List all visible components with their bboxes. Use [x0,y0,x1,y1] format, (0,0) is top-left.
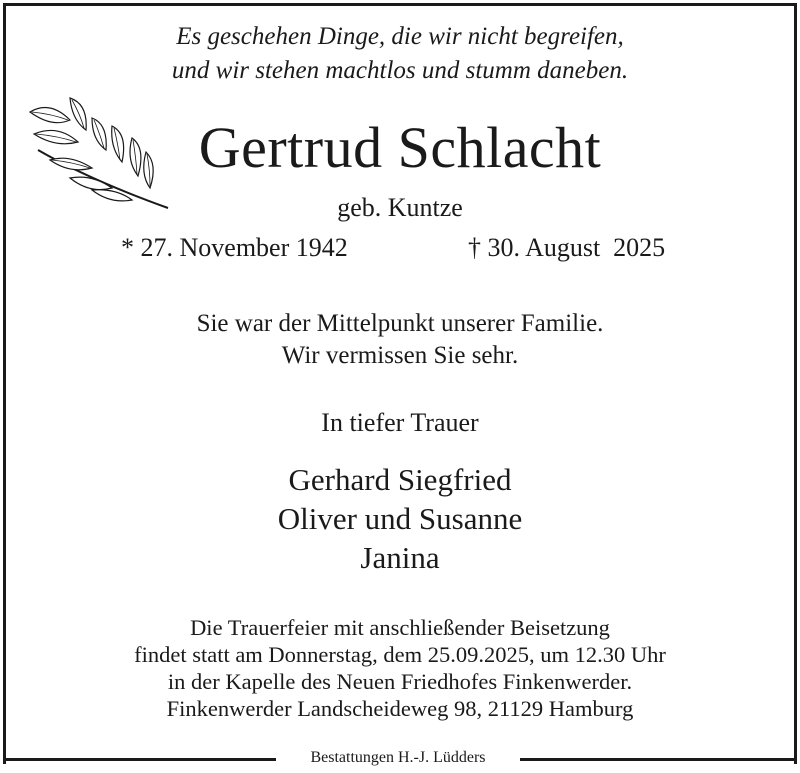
family-member: Gerhard Siegfried [288,462,512,497]
family-member: Oliver und Susanne [277,501,523,536]
bottom-border-left [3,758,276,761]
death-date: † 30. August 2025 [468,233,666,262]
service-line-2: findet statt am Donnerstag, dem 25.09.2025, um 12.30 Uhr [134,642,666,667]
funeral-home-footer: Bestattungen H.-J. Lüdders [276,746,520,770]
tribute-line-1: Sie war der Mittelpunkt unserer Familie. [196,310,604,337]
family-list [0,460,800,577]
motto [0,20,800,88]
birth-date: * 27. November 1942 [121,233,348,262]
service-details [0,614,800,722]
mourning-phrase: In tiefer Trauer [321,408,479,437]
service-line-1: Die Trauerfeier mit anschließender Beisetzung [190,615,610,640]
family-member: Janina [360,540,440,575]
service-line-4: Finkenwerder Landscheideweg 98, 21129 Hamburg [166,696,634,721]
tribute-text [0,308,800,372]
service-line-3: in der Kapelle des Neuen Friedhofes Finkenwerder. [167,669,633,694]
maiden-name: geb. Kuntze [337,193,463,222]
bottom-border-right [520,758,794,761]
tribute-line-2: Wir vermissen Sie sehr. [281,342,519,369]
motto-line-2: und wir stehen machtlos und stumm daneben. [171,57,629,84]
motto-line-1: Es geschehen Dinge, die wir nicht begreifen, [176,23,624,50]
deceased-name: Gertrud Schlacht [198,115,602,180]
